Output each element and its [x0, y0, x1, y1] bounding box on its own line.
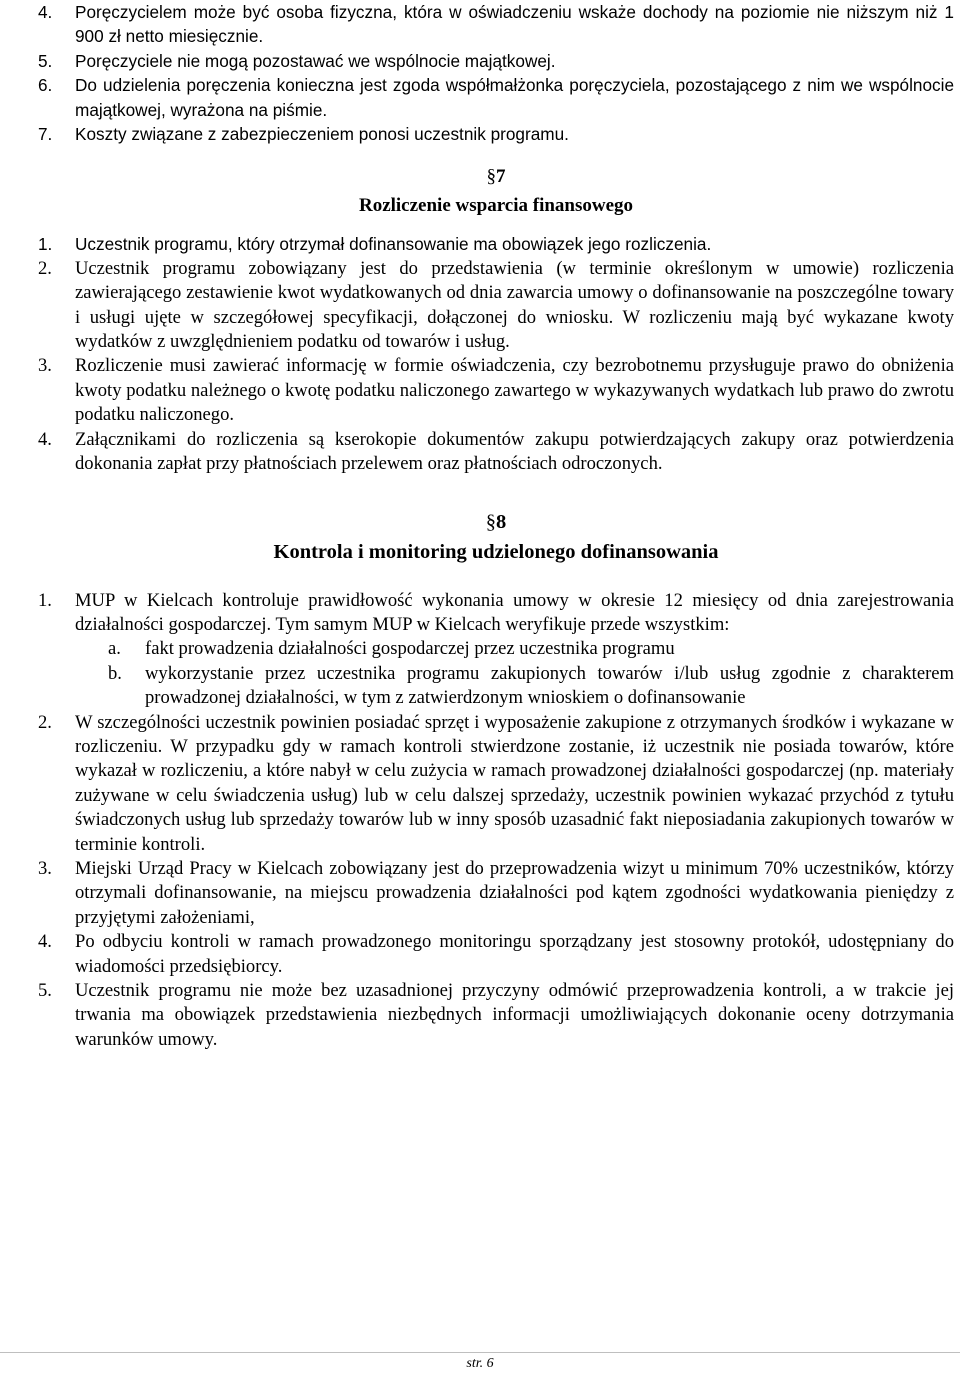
item-number: 4.	[38, 428, 52, 450]
item-number: 4.	[38, 931, 52, 953]
item-number: 7.	[38, 124, 53, 145]
sub-list-item	[38, 662, 954, 711]
item-text: MUP w Kielcach kontroluje prawidłowość wykonania umowy w okresie 12 miesięcy od dnia zarejestrowania działalności gospodarczej. Tym samym MUP w Kielcach weryfikuje przede wszystkim:	[75, 589, 954, 635]
item-number: 4.	[38, 2, 53, 22]
section-7-title: Rozliczenie wsparcia finansowego	[358, 195, 634, 217]
item-text: W szczególności uczestnik powinien posiadać sprzęt i wyposażenie zakupione z otrzymanych środków i wykazane w rozliczeniu. W przypadku gdy w ramach kontroli stwierdzone zostanie, iż uczestnik nie posiada towarów, które wykazał w rozliczeniu, a które nabył w celu zużycia w ramach prowadzonej działalności gospodarczej (np. materiały zużywane w celu świadczenia usług) lub w celu dalszej sprzedaży, uczestnik powinien wykazać przychód z tytułu świadczonych usług lub sprzedaży towarów lub w inny sposób uzasadnić fakt nieposiadania zakupionych towarów w terminie kontroli.	[75, 711, 954, 855]
item-number: 5.	[38, 50, 53, 71]
list-item	[38, 232, 954, 256]
list-item	[38, 857, 954, 930]
item-text: Poręczycielem może być osoba fizyczna, która w oświadczeniu wskaże dochody na poziomie nie niższym niż 1 900 zł netto miesięcznie.	[75, 2, 954, 47]
item-number: 3.	[38, 857, 52, 879]
list-item	[38, 122, 954, 146]
section-7-number: 7	[496, 166, 506, 188]
item-text: Uczestnik programu, który otrzymał dofinansowanie ma obowiązek jego rozliczenia.	[75, 234, 712, 255]
sub-item-text: wykorzystanie przez uczestnika programu zakupionych towarów i/lub usług zgodnie z charakterem prowadzonej działalności, w tym z zatwierdzonym wnioskiem o dofinansowanie	[145, 662, 954, 709]
section-7-heading	[38, 162, 954, 220]
item-text: Uczestnik programu zobowiązany jest do przedstawienia (w terminie określonym w umowie) rozliczenia zawierającego zestawienie kwot wydatkowanych od dnia zawarcia umowy o dofinansowanie na poszczególne towary i usługi ujęte w szczegółowej specyfikacji, dołączonej do wniosku. W rozliczeniu mają być wykazane kwoty wydatków z uwzględnieniem podatku od towarów i usług.	[75, 257, 954, 353]
section-sign: §	[485, 510, 496, 533]
item-number: 6.	[38, 75, 53, 96]
sub-item-letter: a.	[108, 638, 121, 660]
section-8-list	[38, 589, 954, 1053]
section-sign: §	[486, 166, 496, 188]
list-item	[38, 428, 954, 477]
item-text: Uczestnik programu nie może bez uzasadnionej przyczyny odmówić przeprowadzenia kontroli, a w trakcie jej trwania ma obowiązek przedstawienia niezbędnych informacji umożliwiających dokonanie oceny dotrzymania warunków umowy.	[75, 980, 954, 1050]
item-number: 5.	[38, 980, 52, 1001]
document-page	[38, 0, 954, 1052]
list-item	[38, 49, 954, 73]
section-7-list	[38, 232, 954, 476]
item-text: Do udzielenia poręczenia konieczna jest zgoda współmałżonka poręczyciela, pozostającego z nim we wspólnocie majątkowej, wyrażona na piśmie.	[75, 75, 954, 120]
list-item	[38, 589, 954, 638]
section-8-heading	[38, 507, 954, 567]
section-8-title: Kontrola i monitoring udzielonego dofinansowania	[273, 540, 719, 563]
item-number: 3.	[38, 355, 52, 377]
item-number: 1.	[38, 234, 53, 255]
list-item	[38, 711, 954, 857]
sub-item-letter: b.	[108, 662, 122, 684]
list-item	[38, 257, 954, 355]
item-number: 1.	[38, 589, 52, 611]
item-text: Poręczyciele nie mogą pozostawać we wspólnocie majątkowej.	[75, 50, 556, 71]
item-text: Rozliczenie musi zawierać informację w formie oświadczenia, czy bezrobotnemu przysługuje prawo do obniżenia kwoty podatku należnego o kwotę podatku naliczonego zawartego w wykazywanych wydatkach lub prawo do zwrotu podatku naliczonego.	[75, 355, 954, 426]
item-number: 2.	[38, 257, 52, 279]
item-text: Po odbyciu kontroli w ramach prowadzonego monitoringu sporządzany jest stosowny protokół, udostępniany do wiadomości przedsiębiorcy.	[75, 931, 954, 977]
list-item	[38, 0, 954, 49]
section-7-number-line	[38, 162, 954, 191]
guarantor-list	[38, 0, 954, 146]
footer-divider	[0, 1352, 960, 1353]
list-item	[38, 979, 954, 1052]
item-text: Załącznikami do rozliczenia są kserokopie dokumentów zakupu potwierdzających zakupy oraz potwierdzenia dokonania zapłat przy płatnościach przelewem oraz płatnościach odroczonych.	[75, 428, 954, 475]
sub-item-text: fakt prowadzenia działalności gospodarczej przez uczestnika programu	[145, 638, 675, 660]
list-item	[38, 73, 954, 122]
section-8-number-line	[38, 507, 954, 537]
section-8-number: 8	[496, 510, 507, 533]
item-text: Koszty związane z zabezpieczeniem ponosi uczestnik programu.	[75, 124, 569, 145]
item-number: 2.	[38, 711, 52, 733]
page-number: str. 6	[466, 1356, 494, 1371]
item-text: Miejski Urząd Pracy w Kielcach zobowiązany jest do przeprowadzenia wizyt u minimum 70% uczestników, którzy otrzymali dofinansowanie, na miejscu prowadzenia działalności pod kątem zgodności wydatkowania pieniędzy z przyjętymi założeniami,	[75, 857, 954, 928]
sub-list-item	[38, 637, 954, 661]
list-item	[38, 930, 954, 979]
list-item	[38, 354, 954, 427]
